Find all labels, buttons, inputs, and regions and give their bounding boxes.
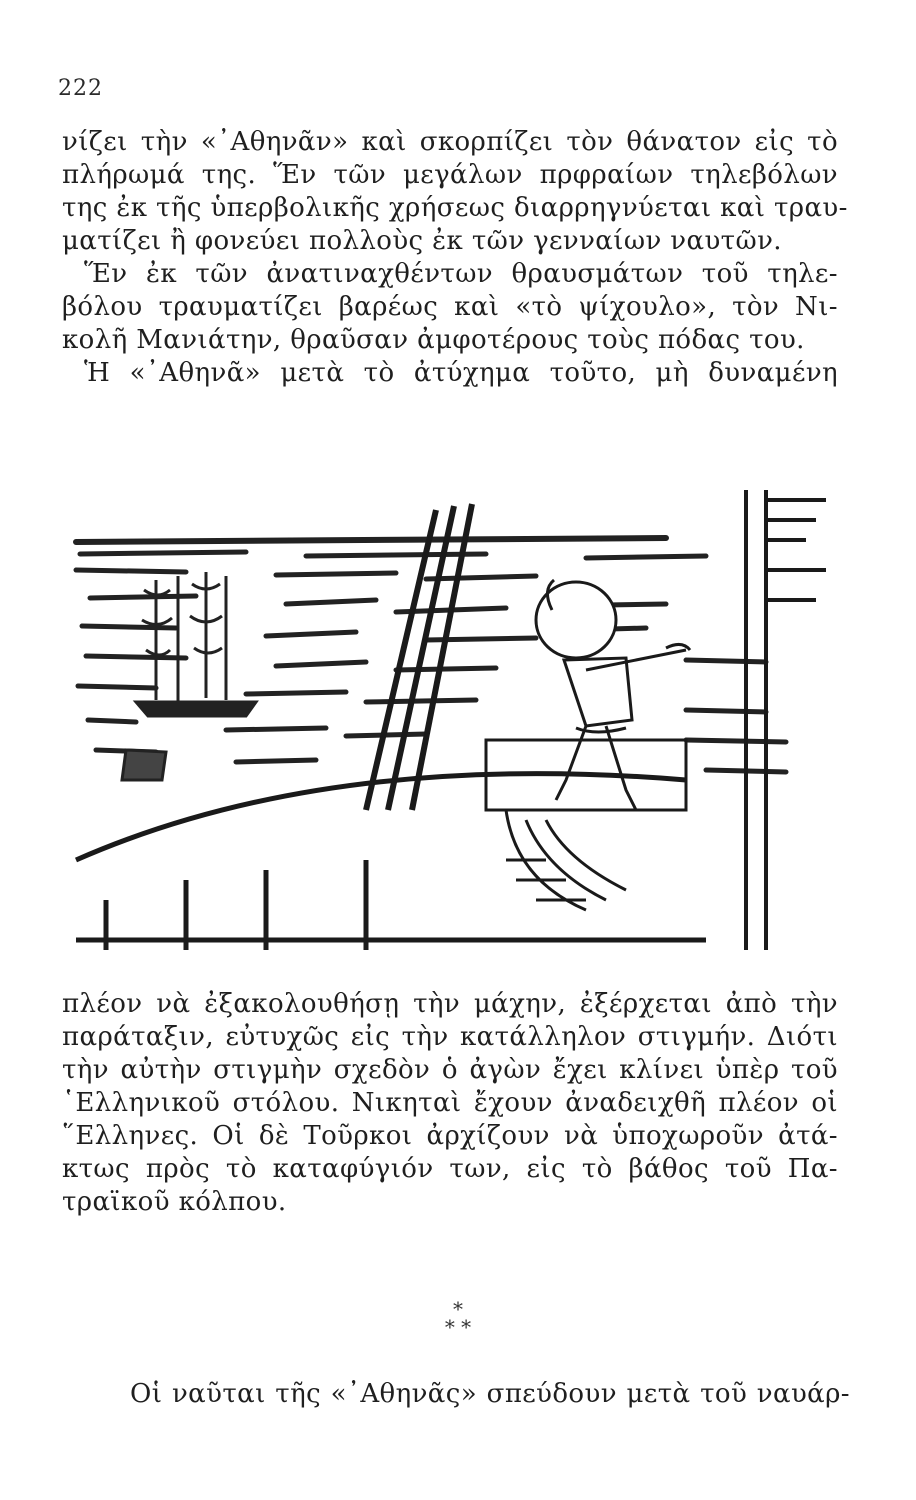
separator-top: * [453,1297,463,1321]
text-line: ῞Ελληνες. Οἱ δὲ Τοῦρκοι ἀρχίζουν νὰ ὑποχωροῦν ἀτά- [62,1121,838,1151]
text-line: βόλου τραυματίζει βαρέως καὶ «τὸ ψίχουλο», τὸν Νι- [62,292,838,322]
text-line: τὴν αὐτὴν στιγμὴν σχεδὸν ὁ ἀγὼν ἔχει κλίνει ὑπὲρ τοῦ [62,1055,838,1085]
page-number: 222 [58,76,103,101]
text-line: της ἐκ τῆς ὑπερβολικῆς χρήσεως διαρρηγνύεται καὶ τραυ- [62,193,848,223]
text-line: ῾Ελληνικοῦ στόλου. Νικηταὶ ἔχουν ἀναδειχθῆ πλέον οἱ [62,1088,838,1118]
text-line: κολῆ Μανιάτην, θραῦσαν ἀμφοτέρους τοὺς πόδας του. [62,325,805,355]
text-block-bottom [62,988,838,1219]
sky-water-hatching [76,538,786,772]
text-line: νίζει τὴν «᾿Αθηνᾶν» καὶ σκορπίζει τὸν θάνατον εἰς τὸ [62,127,838,157]
rigging-lines [366,504,472,810]
text-line: Οἱ ναῦται τῆς «᾿Αθηνᾶς» σπεύδουν μετὰ τοῦ ναυάρ- [130,1379,850,1409]
text-line: παράταξιν, εὐτυχῶς εἰς τὴν κατάλληλον στιγμήν. Διότι [62,1022,838,1052]
text-line: πλήρωμά της. Ἕν τῶν μεγάλων πρφραίων τηλεβόλων [62,160,838,190]
text-line: ματίζει ἢ φονεύει πολλοὺς ἐκ τῶν γενναίων ναυτῶν. [62,226,782,256]
stairs [486,740,686,910]
text-line: τραϊκοῦ κόλπου. [62,1187,287,1217]
separator-bottom: * * [444,1315,472,1339]
section-separator [0,1297,916,1339]
distant-ships [122,572,256,780]
text-line: Ἕν ἐκ τῶν ἀνατιναχθέντων θραυσμάτων τοῦ τηλε- [84,259,838,289]
text-block-top [62,126,848,390]
ship-battle-illustration [66,480,846,960]
mast [746,490,826,950]
text-line: πλέον νὰ ἐξακολουθήσῃ τὴν μάχην, ἐξέρχεται ἀπὸ τὴν [62,989,838,1019]
text-line: κτως πρὸς τὸ καταφύγιόν των, εἰς τὸ βάθος τοῦ Πα- [62,1154,838,1184]
text-line: Ἡ «᾿Αθηνᾶ» μετὰ τὸ ἀτύχημα τοῦτο, μὴ δυναμένη [84,358,838,388]
text-block-end [130,1378,850,1411]
